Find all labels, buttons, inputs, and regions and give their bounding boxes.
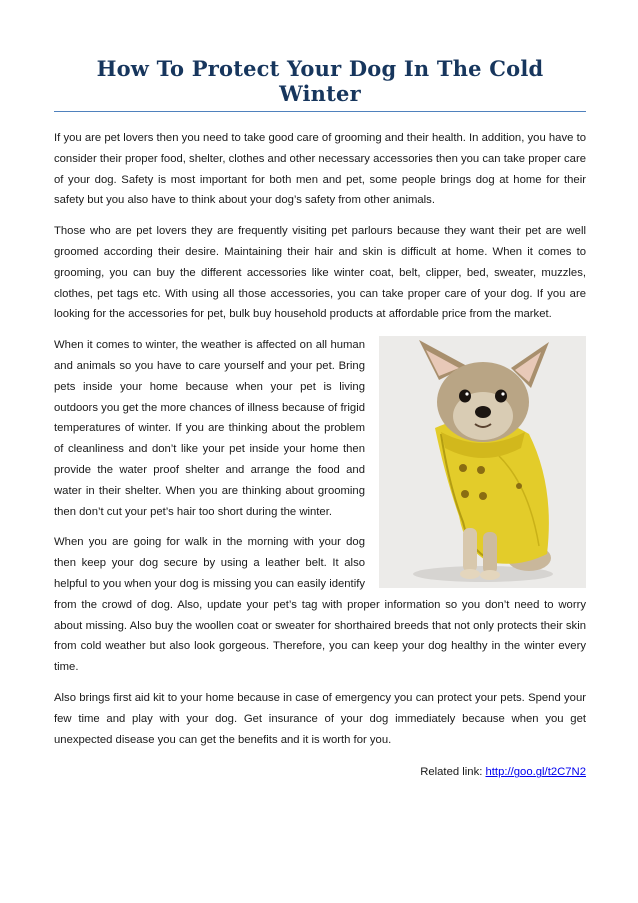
document-page — [54, 52, 586, 778]
paragraph-first-aid: Also brings first aid kit to your home because in case of emergency you can protect your pets. Spend your few time and play with your dog. Get insurance of your dog immediately because when you get unexpected disease you can get the benefits and it is worth for you. — [54, 691, 586, 746]
related-link[interactable]: http://goo.gl/t2C7N2 — [485, 766, 586, 779]
page-title: How To Protect Your Dog In The Cold Winter — [54, 52, 586, 112]
dog-photo — [379, 336, 586, 588]
paragraph-intro: If you are pet lovers then you need to take good care of grooming and their health. In addition, you have to consider their proper food, shelter, clothes and other necessary accessories then you can take proper care of your dog. Safety is most important for both men and pet, some people brings dog at home for their safety but you also have to think about your dog’s safety from other animals. — [54, 132, 586, 207]
paragraph-walk: When you are going for walk in the morning with your dog then keep your dog secure by using a leather belt. It also helpful to you when your dog is missing you can easily identify from the crowd of dog. Also, update your pet’s tag with proper information so you don’t need to worry about missing. Also buy the woollen coat or sweater for shorthaired breeds that not only protects their skin from cold weather but also look gorgeous. Therefore, you can keep your dog healthy in the winter every time. — [54, 536, 586, 674]
paragraph-grooming: Those who are pet lovers they are frequently visiting pet parlours because they want their pet are well groomed according their desire. Maintaining their hair and skin is difficult at home. When it comes to grooming, you can buy the different accessories like winter coat, belt, clipper, bed, sweater, muzzles, clothes, pet tags etc. With using all those accessories, you can take proper care of your dog. If you are looking for the accessories for pet, bulk buy household products at affordable price from the market. — [54, 225, 586, 321]
related-link-line — [54, 766, 586, 778]
related-link-label: Related link: — [420, 766, 486, 779]
paragraph-winter: When it comes to winter, the weather is affected on all human and animals so you have to care yourself and your pet. Bring pets inside your home because when your pet is living outdoors you get the more chances of illness because of frigid temperatures of winter. If you are thinking about the problem of cleanliness and don’t like your pet inside your home then provide the water proof shelter and arrange the food and water in their shelter. When you are thinking about grooming then don’t cut your pet’s hair too short during the winter. — [54, 339, 365, 518]
